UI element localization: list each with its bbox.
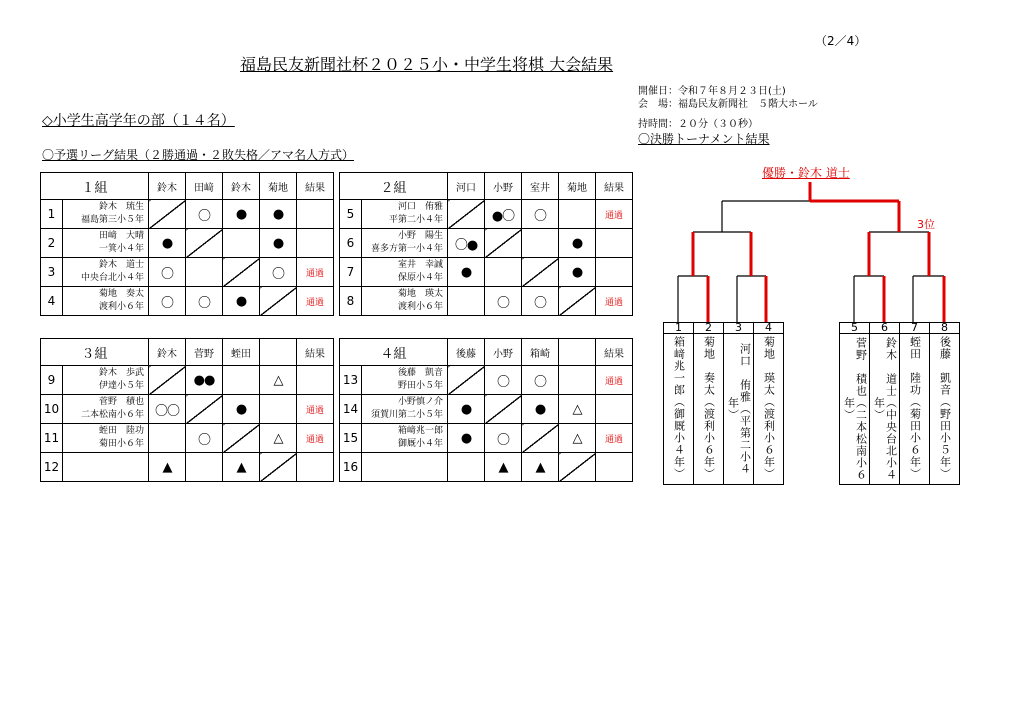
- player-number: 11: [41, 424, 63, 453]
- match-mark: ●: [161, 235, 173, 251]
- match-mark: 〇: [160, 266, 173, 282]
- player-name: 蛭田 陸功: [98, 426, 144, 436]
- bracket-table-left: [663, 322, 784, 485]
- result-header: 結果: [596, 173, 633, 200]
- match-mark: 〇: [533, 374, 546, 390]
- opponent-header: 田﨑: [186, 173, 223, 200]
- bracket-player-name: 菊地 瑛太: [762, 336, 776, 396]
- result-cell: 通過: [596, 200, 633, 229]
- match-mark: ●: [235, 206, 247, 222]
- opponent-header: 室井: [522, 173, 559, 200]
- player-name: 鈴木 歩武: [98, 368, 144, 378]
- third-place-label: 3位: [917, 218, 935, 231]
- player-name: 鈴木 道士: [98, 260, 144, 270]
- bracket-player-text: [673, 336, 685, 480]
- bracket-seed: 7: [900, 323, 930, 334]
- match-mark: ●: [272, 206, 284, 222]
- player-number: 3: [41, 258, 63, 287]
- result-cell: 通過: [297, 424, 334, 453]
- bracket-player: [754, 334, 784, 485]
- opponent-header: 鈴木: [149, 173, 186, 200]
- match-mark: 〇: [197, 295, 210, 311]
- bracket-player-school: （渡利小６年）: [702, 396, 716, 480]
- bracket-player: [870, 334, 900, 485]
- player-school: 野田小５年: [397, 381, 443, 391]
- bracket-player-school: （渡利小６年）: [762, 396, 776, 480]
- match-mark: △: [273, 430, 283, 446]
- match-mark: ●: [460, 430, 472, 446]
- match-mark: 〇: [271, 266, 284, 282]
- event-date: 開催日：令和７年８月２３日(土): [638, 86, 786, 97]
- player-number: 12: [41, 453, 63, 482]
- bracket-player: [900, 334, 930, 485]
- match-mark: 〇: [197, 432, 210, 448]
- opponent-header: 鈴木: [223, 173, 260, 200]
- opponent-header: 後藤: [448, 339, 485, 366]
- league-title: 〇予選リーグ結果（２勝通過・２敗失格／アマ名人方式）: [42, 148, 355, 162]
- player-number: 6: [340, 229, 362, 258]
- player-name: 小野慎ノ介: [397, 397, 443, 407]
- match-mark: △: [572, 401, 582, 417]
- bracket-player-text: [727, 336, 751, 481]
- match-mark: ●: [571, 235, 583, 251]
- bracket-player-text: [909, 336, 921, 480]
- opponent-header: 菊地: [260, 173, 297, 200]
- bracket-player: [840, 334, 870, 485]
- match-mark: 〇〇: [154, 403, 179, 419]
- bracket-player-text: [939, 336, 951, 480]
- bracket-player-text: [873, 336, 897, 481]
- player-school: 菊田小６年: [98, 439, 144, 449]
- opponent-header: 鈴木: [149, 339, 186, 366]
- bracket-player-school: （野田小５年）: [938, 396, 952, 480]
- player-number: 15: [340, 424, 362, 453]
- match-mark: 〇: [197, 208, 210, 224]
- result-cell: 通過: [596, 287, 633, 316]
- player-school: 福島第三小５年: [80, 215, 144, 225]
- bracket-player-school: （御厩小４年）: [672, 396, 686, 480]
- bracket-player-name: 菅野 積也: [854, 336, 868, 397]
- group-label: ３組: [41, 339, 149, 366]
- bracket-player-name: 河口 侑雅: [738, 342, 752, 403]
- player-name: 箱﨑兆一郎: [397, 426, 443, 436]
- bracket-player: [930, 334, 960, 485]
- match-mark: 〇: [496, 374, 509, 390]
- match-mark: 〇: [160, 295, 173, 311]
- match-mark: ●: [460, 264, 472, 280]
- match-mark: ●: [272, 235, 284, 251]
- opponent-header: 河口: [448, 173, 485, 200]
- opponent-header: 小野: [485, 173, 522, 200]
- result-cell: 通過: [297, 287, 334, 316]
- bracket-seed: 8: [930, 323, 960, 334]
- match-mark: ●: [235, 401, 247, 417]
- bracket-player-name: 後藤 凱音: [938, 336, 952, 396]
- bracket-player-text: [703, 336, 715, 480]
- result-cell: 通過: [596, 366, 633, 395]
- bracket-player: [724, 334, 754, 485]
- bracket-player-name: 鈴木 道士: [884, 336, 898, 397]
- match-mark: 〇: [496, 432, 509, 448]
- bracket-player-school: （菊田小６年）: [908, 396, 922, 480]
- player-school: 御厩小４年: [397, 439, 443, 449]
- match-mark: ●●: [193, 372, 215, 388]
- player-number: 8: [340, 287, 362, 316]
- player-school: 中央台北小４年: [80, 273, 144, 283]
- player-name: 小野 陽生: [397, 231, 443, 241]
- bracket-player-name: 蛭田 陸功: [908, 336, 922, 396]
- opponent-header: 箱崎: [522, 339, 559, 366]
- page-title: 福島民友新聞社杯２０２５小・中学生将棋 大会結果: [240, 55, 614, 74]
- player-number: 1: [41, 200, 63, 229]
- bracket-player-name: 箱﨑兆一郎: [672, 336, 686, 396]
- match-mark: ▲: [162, 459, 172, 475]
- player-school: 渡利小６年: [397, 302, 443, 312]
- match-mark: ●: [460, 401, 472, 417]
- bracket-player: [694, 334, 724, 485]
- player-number: 14: [340, 395, 362, 424]
- bracket-seed: 5: [840, 323, 870, 334]
- champion-label: 優勝・鈴木 道士: [762, 166, 850, 180]
- player-name: 河口 侑雅: [397, 202, 443, 212]
- player-number: 2: [41, 229, 63, 258]
- group-label: ４組: [340, 339, 448, 366]
- result-cell: 通過: [297, 395, 334, 424]
- opponent-header: 小野: [485, 339, 522, 366]
- player-school: 保原小４年: [397, 273, 443, 283]
- bracket-seed: 2: [694, 323, 724, 334]
- match-mark: ▲: [498, 459, 508, 475]
- player-school: 伊達小５年: [98, 381, 144, 391]
- player-number: 10: [41, 395, 63, 424]
- group-label: ２組: [340, 173, 448, 200]
- player-name: 室井 幸誠: [397, 260, 443, 270]
- player-name: 菅野 積也: [98, 397, 144, 407]
- match-mark: △: [273, 372, 283, 388]
- player-number: 4: [41, 287, 63, 316]
- player-number: 9: [41, 366, 63, 395]
- match-mark: 〇: [496, 295, 509, 311]
- event-venue: 会 場：福島民友新聞社 ５階大ホール: [638, 99, 818, 110]
- bracket-seed: 4: [754, 323, 784, 334]
- player-name: 菊地 奏太: [98, 289, 144, 299]
- opponent-header: 蛭田: [223, 339, 260, 366]
- result-cell: 通過: [596, 424, 633, 453]
- bracket-player-text: [763, 336, 775, 480]
- bracket-seed: 1: [664, 323, 694, 334]
- time-control: 持時間：２０分（３０秒）: [638, 119, 758, 130]
- player-school: 一箕小４年: [98, 244, 144, 254]
- bracket-seed: 3: [724, 323, 754, 334]
- opponent-header: 菅野: [186, 339, 223, 366]
- bracket-player: [664, 334, 694, 485]
- section-title: ◇小学生高学年の部（１４名）: [42, 113, 235, 129]
- bracket-player-school: （中央台北小４年）: [872, 396, 898, 481]
- match-mark: ●: [534, 401, 546, 417]
- player-school: 平第二小４年: [388, 215, 443, 225]
- match-mark: ●: [571, 264, 583, 280]
- player-school: 渡利小６年: [98, 302, 144, 312]
- player-number: 16: [340, 453, 362, 482]
- result-header: 結果: [596, 339, 633, 366]
- group-label: １組: [41, 173, 149, 200]
- player-school: 二本松南小６年: [80, 410, 144, 420]
- match-mark: ▲: [535, 459, 545, 475]
- bracket-seed: 6: [870, 323, 900, 334]
- bracket-table-right: [839, 322, 960, 485]
- match-mark: ●: [235, 293, 247, 309]
- player-name: 菊地 瑛太: [397, 289, 443, 299]
- match-mark: ▲: [236, 459, 246, 475]
- player-number: 5: [340, 200, 362, 229]
- result-header: 結果: [297, 173, 334, 200]
- result-header: 結果: [297, 339, 334, 366]
- player-school: 喜多方第一小４年: [370, 244, 443, 254]
- bracket-player-school: （平第二小４年）: [726, 396, 752, 475]
- player-number: 13: [340, 366, 362, 395]
- result-cell: 通過: [297, 258, 334, 287]
- final-title: 〇決勝トーナメント結果: [638, 132, 770, 146]
- match-mark: 〇●: [454, 237, 478, 253]
- page-number: （2／4）: [815, 34, 867, 48]
- match-mark: 〇: [533, 295, 546, 311]
- player-name: 鈴木 琉生: [98, 202, 144, 212]
- player-name: 田﨑 大晴: [98, 231, 144, 241]
- match-mark: △: [572, 430, 582, 446]
- bracket-player-school: （二本松南小６年）: [842, 396, 868, 481]
- bracket-player-text: [843, 336, 867, 481]
- bracket-player-name: 菊地 奏太: [702, 336, 716, 396]
- opponent-header: 菊地: [559, 173, 596, 200]
- match-mark: ●〇: [491, 208, 515, 224]
- player-name: 後藤 凱音: [397, 368, 443, 378]
- player-school: 須賀川第二小５年: [370, 410, 443, 420]
- player-number: 7: [340, 258, 362, 287]
- match-mark: 〇: [533, 208, 546, 224]
